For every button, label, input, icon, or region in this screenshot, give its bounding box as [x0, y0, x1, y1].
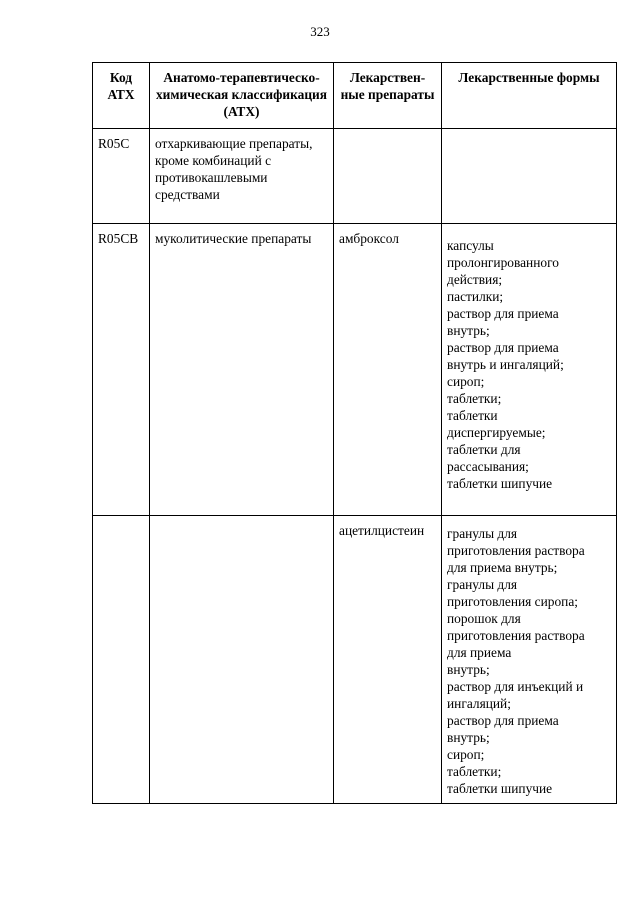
atx-table — [92, 62, 617, 804]
cell-drug: ацетилцистеин — [334, 516, 442, 804]
cell-code: R05C — [93, 129, 150, 224]
cell-classification — [150, 516, 334, 804]
table-header-row — [93, 63, 617, 129]
cell-forms: капсулы пролонгированного действия; пастилки; раствор для приема внутрь; раствор для приема внутрь и ингаляций; сироп; таблетки; таблетки диспергируемые; таблетки для рассасывания; таблетки шипучие — [442, 224, 617, 516]
table-row — [93, 224, 617, 516]
table-row — [93, 516, 617, 804]
cell-classification: муколитические препараты — [150, 224, 334, 516]
cell-drug: амброксол — [334, 224, 442, 516]
cell-forms — [442, 129, 617, 224]
cell-code: R05CB — [93, 224, 150, 516]
table-row — [93, 129, 617, 224]
cell-classification: отхаркивающие препараты, кроме комбинаций с противокашлевыми средствами — [150, 129, 334, 224]
cell-forms: гранулы для приготовления раствора для приема внутрь; гранулы для приготовления сиропа; порошок для приготовления раствора для приема внутрь; раствор для инъекций и ингаляций; раствор для приема внутрь; сироп; таблетки; таблетки шипучие — [442, 516, 617, 804]
header-drugs: Лекарствен-ные препараты — [334, 63, 442, 129]
page-number: 323 — [310, 24, 330, 39]
header-forms: Лекарственные формы — [442, 63, 617, 129]
cell-code — [93, 516, 150, 804]
header-code: Код АТХ — [93, 63, 150, 129]
cell-drug — [334, 129, 442, 224]
header-classification: Анатомо-терапевтическо-химическая классификация (АТХ) — [150, 63, 334, 129]
